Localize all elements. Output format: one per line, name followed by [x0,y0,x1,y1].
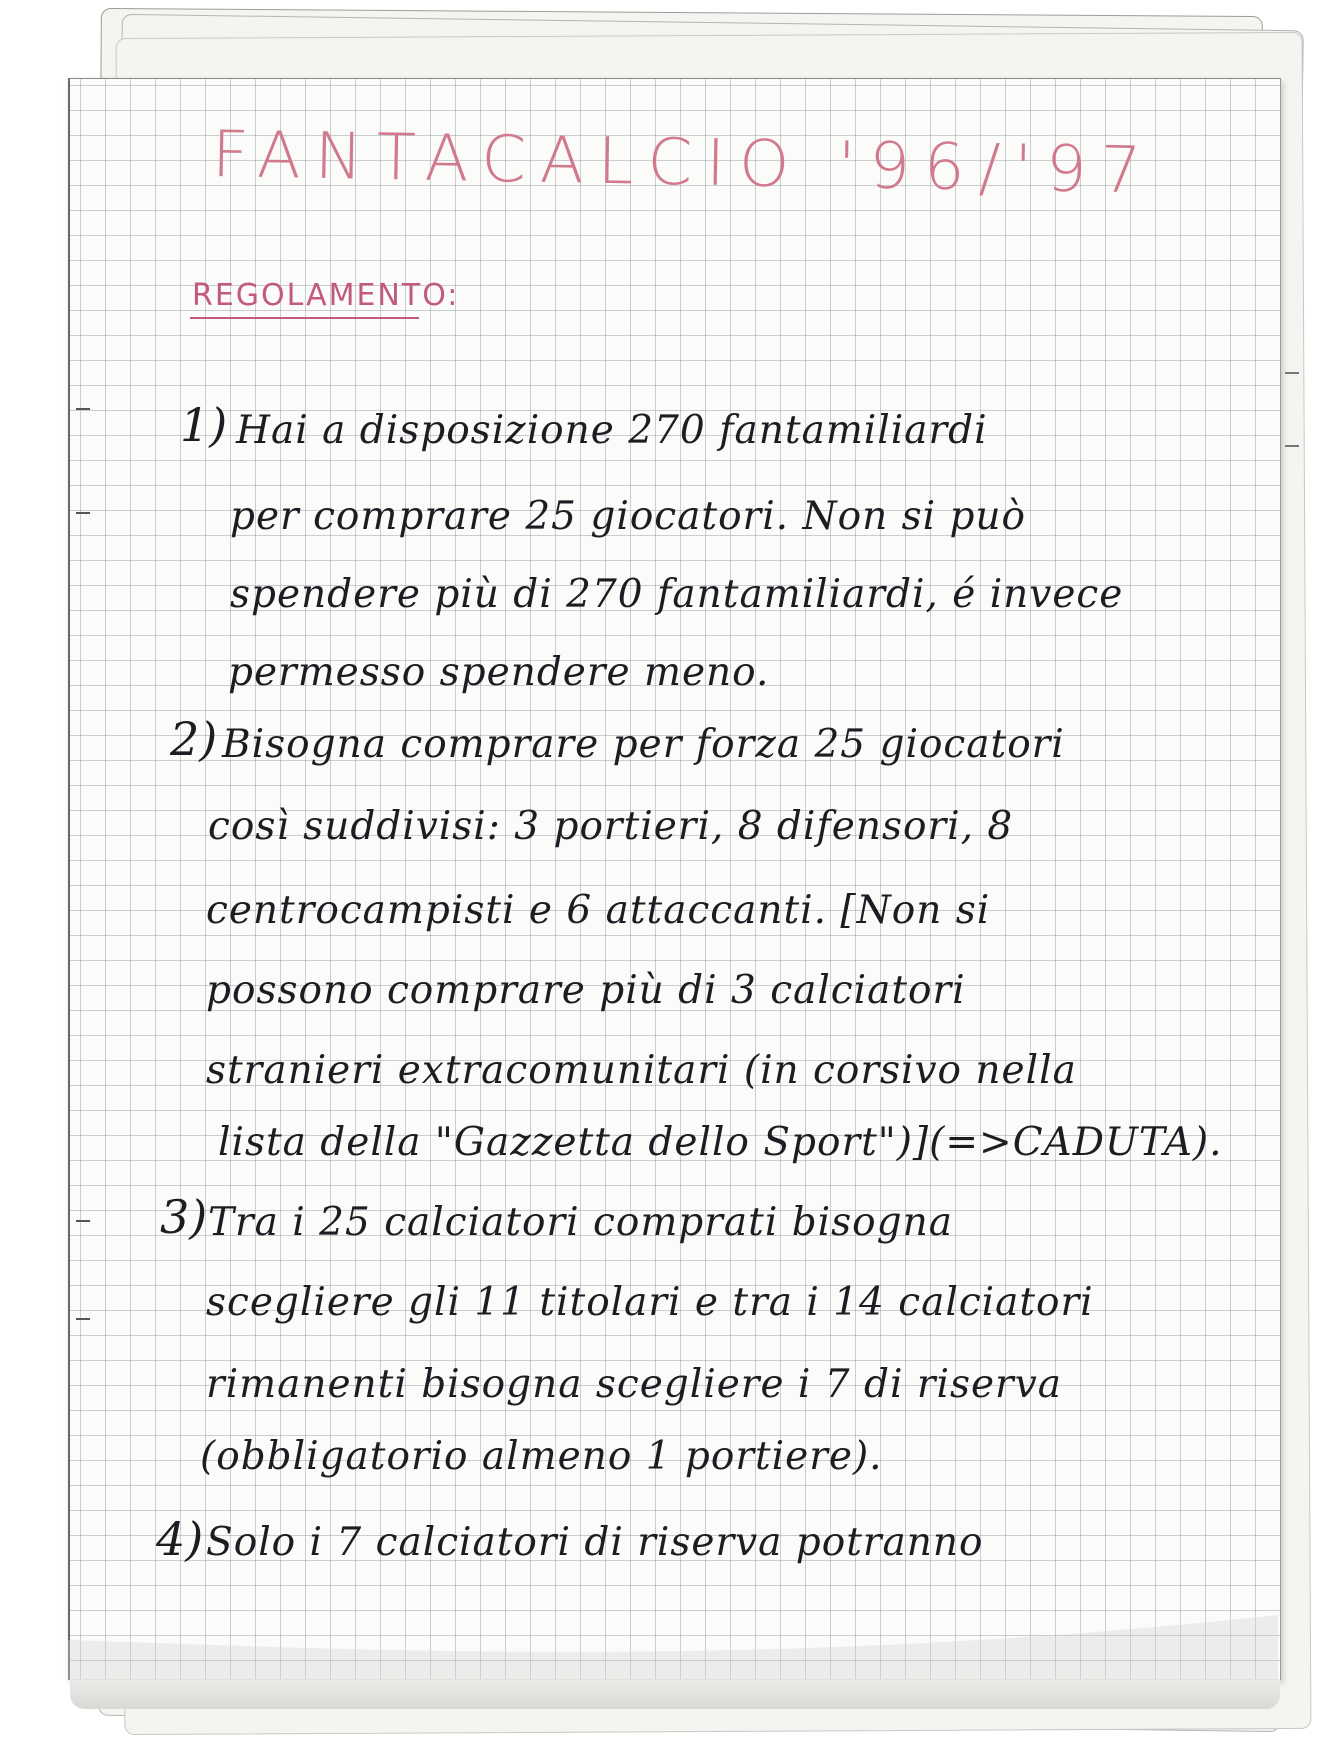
rule-line: (obbligatorio almeno 1 portiere). [200,1434,883,1479]
rule-number: 2) [170,712,218,766]
page-title: FANTACALCIO '96/'97 [211,118,1156,209]
rule-line: Hai a disposizione 270 fantamiliardi [236,408,988,453]
rule-line: lista della "Gazzetta dello Sport")](=>CADUTA). [218,1120,1223,1165]
page-edge-mark [1285,372,1299,374]
rule-line: possono comprare più di 3 calciatori [206,968,966,1013]
binding-mark [76,408,90,410]
rule-line: così suddivisi: 3 portieri, 8 difensori, 8 [208,804,1014,849]
rule-line: permesso spendere meno. [228,650,770,695]
rule-line: Solo i 7 calciatori di riserva potranno [206,1520,984,1565]
section-heading-text: REGOLAMENTO: [192,278,460,313]
rule-line: Tra i 25 calciatori comprati bisogna [208,1200,953,1245]
rule-line: spendere più di 270 fantamiliardi, é invece [230,572,1124,617]
rule-line: Bisogna comprare per forza 25 giocatori [222,722,1065,767]
rule-line: per comprare 25 giocatori. Non si può [230,494,1027,539]
rule-number: 3) [160,1190,208,1244]
rule-line: scegliere gli 11 titolari e tra i 14 calciatori [206,1280,1094,1325]
binding-mark [76,512,90,514]
rule-line: stranieri extracomunitari (in corsivo nella [206,1048,1077,1093]
heading-underline [190,317,419,319]
binding-mark [76,1318,90,1320]
binding-mark [76,1220,90,1222]
rule-number: 4) [156,1512,204,1566]
rule-line: rimanenti bisogna scegliere i 7 di riserva [206,1362,1062,1407]
rule-line: centrocampisti e 6 attaccanti. [Non si [206,888,991,933]
section-heading [192,278,459,313]
page-edge-mark [1285,445,1299,447]
rule-number: 1) [180,398,228,452]
